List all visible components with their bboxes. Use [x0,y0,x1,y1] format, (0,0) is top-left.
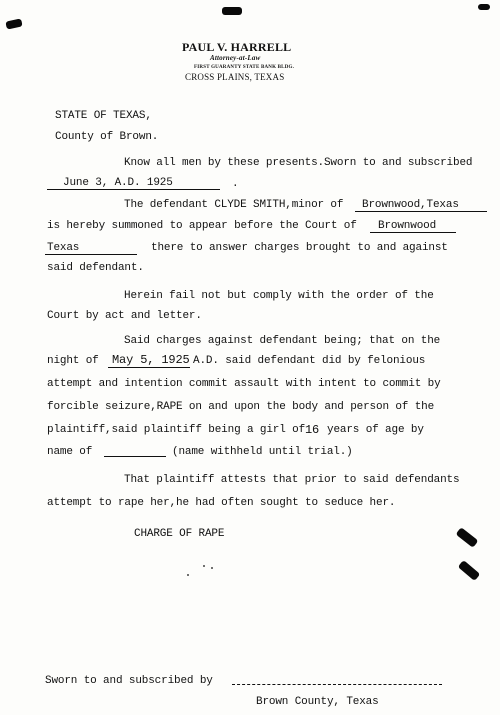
para4-line3: attempt and intention commit assault with intent to commit by [47,378,441,390]
footer-county: Brown County, Texas [256,696,379,708]
para1-date: June 3, A.D. 1925 [63,177,173,189]
para4-line2-pre: night of [47,355,99,367]
binder-mark-left [5,18,22,29]
para1-date-underline [47,189,220,190]
para2-place-underline [355,211,487,212]
paper-speck [211,567,213,569]
para4-line5-pre: plaintiff,said plaintiff being a girl of [47,424,306,436]
footer-signature-line [232,684,442,685]
para2-line2: is hereby summoned to appear before the Court of [47,220,357,232]
letterhead-title: Attorney-at-Law [210,54,261,62]
venue-county: County of Brown. [55,131,159,143]
binder-mark-right-mid [456,527,479,548]
para2-court-underline [370,232,456,233]
para1-end: . [232,178,239,190]
para5-line2: attempt to rape her,he had often sought to seduce her. [47,497,396,509]
letterhead-name: PAUL V. HARRELL [182,40,292,54]
para4-line4: forcible seizure,RAPE on and upon the body and person of the [47,401,435,413]
para4-line1: Said charges against defendant being; that on the [124,335,441,347]
para2-line3-underline [45,254,137,255]
para2-line4: said defendant. [47,262,144,274]
paper-speck [203,565,205,567]
para4-age: 16 [305,423,320,437]
charge-heading: CHARGE OF RAPE [134,528,225,540]
para4-name-blank [104,456,166,457]
para1-line1: Know all men by these presents.Sworn to and subscribed [124,157,473,169]
binder-mark-right-top [478,4,490,10]
para2-line3-place: Texas [47,242,80,254]
para2-court: Brownwood [378,220,437,232]
binder-mark-top [222,7,242,15]
para2-line3: there to answer charges brought to and against [151,242,448,254]
letterhead-building: FIRST GUARANTY STATE BANK BLDG. [194,65,295,70]
para3-line2: Court by act and letter. [47,310,202,322]
venue-state: STATE OF TEXAS, [55,110,152,122]
para4-line5-post: years of age by [327,424,424,436]
footer-sworn: Sworn to and subscribed by [45,675,213,687]
para4-line6-pre: name of [47,446,93,458]
para4-line6-post: (name withheld until trial.) [172,446,353,458]
para2-place: Brownwood,Texas [362,199,459,211]
letterhead-city: CROSS PLAINS, TEXAS [185,72,285,82]
para3-line1: Herein fail not but comply with the order of the [124,290,434,302]
paper-speck [187,574,189,576]
para2-line1: The defendant CLYDE SMITH,minor of [124,199,344,211]
para5-line1: That plaintiff attests that prior to said defendants [124,474,460,486]
para4-date-underline [108,367,190,368]
para4-date: May 5, 1925 [112,353,190,367]
binder-mark-right-low [458,560,481,581]
para4-line2-post: A.D. said defendant did by felonious [193,355,426,367]
